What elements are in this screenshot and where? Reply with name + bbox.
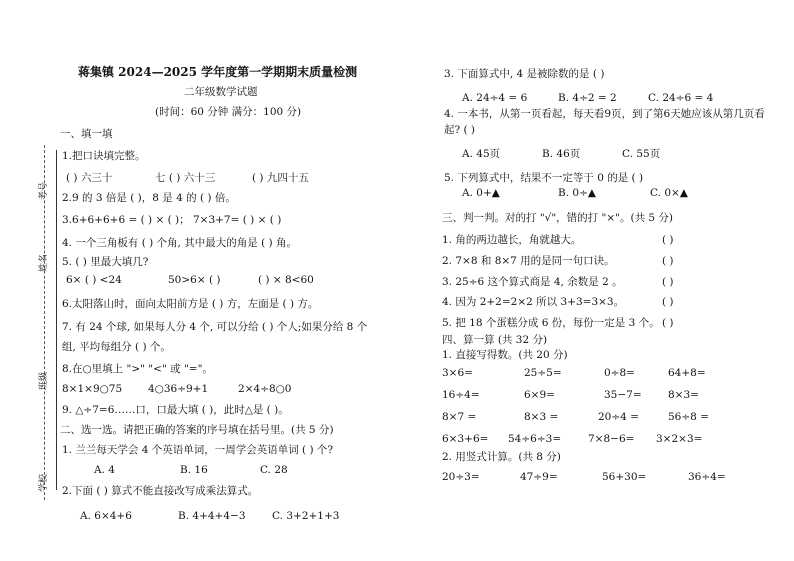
judge-item: 5. 把 18 个蛋糕分成 6 份，每份一定是 3 个。 xyxy=(442,317,660,329)
page-title: 蒋集镇 2024—2025 学年度第一学期期末质量检测 xyxy=(78,65,358,79)
choice-q2-option: C. 3+2+1+3 xyxy=(272,510,340,522)
vertical-item: 36÷4= xyxy=(688,471,726,483)
q4: 4. 一个三角板有 ( ) 个角, 其中最大的角是 ( ) 角。 xyxy=(62,237,297,249)
calc-direct-title: 1. 直接写得数。(共 20 分) xyxy=(442,349,568,361)
section-calc: 四、算一算 (共 32 分) xyxy=(442,334,548,346)
binding-rule xyxy=(56,150,57,490)
choice-q3: 3. 下面算式中, 4 是被除数的是 ( ) xyxy=(444,68,605,80)
q8-item: 4○36÷9+1 xyxy=(148,383,209,395)
choice-q4-option: C. 55页 xyxy=(622,148,661,160)
q1: 1.把口诀填完整。 xyxy=(62,150,146,162)
choice-q3-option: C. 24÷6 = 4 xyxy=(648,92,714,104)
judge-blank: ( ) xyxy=(662,234,674,246)
calc-cell: 25÷5= xyxy=(524,367,562,379)
side-label-school: 学校 xyxy=(39,473,49,492)
q8-item: 8×1×9○75 xyxy=(62,383,123,395)
calc-cell: 54÷6÷3= xyxy=(508,433,562,445)
judge-blank: ( ) xyxy=(662,255,674,267)
q8-item: 2×4÷8○0 xyxy=(238,383,292,395)
q8: 8.在○里填上 ">" "<" 或 "="。 xyxy=(62,363,213,375)
q1-item: 七 ( ) 六十三 xyxy=(155,172,216,184)
choice-q2: 2.下面 ( ) 算式不能直接改写成乘法算式。 xyxy=(62,485,259,497)
q5: 5. ( ) 里最大填几? xyxy=(62,256,149,268)
choice-q1: 1. 兰兰每天学会 4 个英语单词，一周学会英语单词 ( ) 个? xyxy=(62,444,334,456)
choice-q1-option: B. 16 xyxy=(180,464,208,476)
calc-cell: 3×2×3= xyxy=(656,433,703,445)
q7-line1: 7. 有 24 个球, 如果每人分 4 个, 可以分给 ( ) 个人;如果分给 8 个 xyxy=(62,321,368,333)
calc-cell: 6×9= xyxy=(524,389,555,401)
section-fill: 一、填一填 xyxy=(60,128,113,140)
judge-item: 4. 因为 2+2=2×2 所以 3+3=3×3。 xyxy=(442,296,625,308)
judge-item: 3. 25÷6 这个算式商是 4, 余数是 2 。 xyxy=(442,276,623,288)
choice-q2-option: B. 4+4+4−3 xyxy=(178,510,246,522)
vertical-item: 56+30= xyxy=(602,471,647,483)
q5-item: 6× ( ) <24 xyxy=(66,274,122,286)
choice-q5-option: A. 0+▲ xyxy=(462,187,500,199)
side-label-class: 班级 xyxy=(39,371,49,390)
side-label-name: 姓名 xyxy=(39,253,49,272)
judge-item: 1. 角的两边越长，角就越大。 xyxy=(442,234,582,246)
judge-blank: ( ) xyxy=(662,296,674,308)
vertical-item: 20÷3= xyxy=(442,471,480,483)
calc-cell: 35−7= xyxy=(604,389,642,401)
q5-item: ( ) × 8<60 xyxy=(258,274,314,286)
section-judge: 三、判一判。对的打 "√"，错的打 "×"。(共 5 分) xyxy=(442,212,674,224)
calc-cell: 56÷8 = xyxy=(668,411,709,423)
calc-vertical-title: 2. 用竖式计算。(共 8 分) xyxy=(442,451,561,463)
judge-blank: ( ) xyxy=(662,317,674,329)
choice-q5: 5. 下列算式中，结果不一定等于 0 的是 ( ) xyxy=(444,172,644,184)
calc-cell: 8×3= xyxy=(668,389,699,401)
judge-blank: ( ) xyxy=(662,276,674,288)
calc-cell: 20÷4 = xyxy=(598,411,639,423)
choice-q4-line2: 起? ( ) xyxy=(444,124,475,136)
choice-q4-option: A. 45页 xyxy=(462,148,501,160)
calc-cell: 16÷4= xyxy=(442,389,480,401)
q7-line2: 组, 平均每组分 ( ) 个。 xyxy=(62,341,171,353)
choice-q1-option: A. 4 xyxy=(94,464,115,476)
choice-q5-option: C. 0×▲ xyxy=(650,187,688,199)
exam-meta: (时间：60 分钟 满分：100 分) xyxy=(155,106,302,118)
page-subtitle: 二年级数学试题 xyxy=(184,86,258,98)
section-choice: 二、选一选。请把正确的答案的序号填在括号里。(共 5 分) xyxy=(60,424,334,436)
choice-q2-option: A. 6×4+6 xyxy=(80,510,132,522)
choice-q3-option: A. 24÷4 = 6 xyxy=(462,92,528,104)
calc-cell: 8×7 = xyxy=(442,411,477,423)
choice-q5-option: B. 0÷▲ xyxy=(558,187,596,199)
calc-cell: 64+8= xyxy=(668,367,706,379)
choice-q1-option: C. 28 xyxy=(260,464,288,476)
choice-q4-line1: 4. 一本书，从第一页看起，每天看9页，到了第6天她应该从第几页看 xyxy=(444,108,765,120)
calc-cell: 0÷8= xyxy=(604,367,635,379)
calc-cell: 8×3 = xyxy=(524,411,559,423)
choice-q4-option: B. 46页 xyxy=(542,148,581,160)
calc-cell: 7×8−6= xyxy=(588,433,635,445)
q1-item: ( ) 九四十五 xyxy=(252,172,309,184)
q6: 6.太阳落山时，面向太阳前方是 ( ) 方，左面是 ( ) 方。 xyxy=(62,298,319,310)
q5-item: 50>6× ( ) xyxy=(168,274,221,286)
calc-cell: 6×3+6= xyxy=(442,433,489,445)
q3: 3.6+6+6+6 = ( ) × ( )； 7×3+7= ( ) × ( ) xyxy=(62,214,282,226)
judge-item: 2. 7×8 和 8×7 用的是同一句口诀。 xyxy=(442,255,615,267)
q9: 9. △÷7=6……口，口最大填 ( )，此时△是 ( )。 xyxy=(62,404,289,416)
calc-cell: 3×6= xyxy=(442,367,473,379)
vertical-item: 47÷9= xyxy=(520,471,558,483)
side-label-exam-number: 考号 xyxy=(39,181,49,200)
choice-q3-option: B. 4÷2 = 2 xyxy=(558,92,617,104)
q1-item: ( ) 六三十 xyxy=(66,172,113,184)
q2: 2.9 的 3 倍是 ( )，8 是 4 的 ( ) 倍。 xyxy=(62,192,236,204)
